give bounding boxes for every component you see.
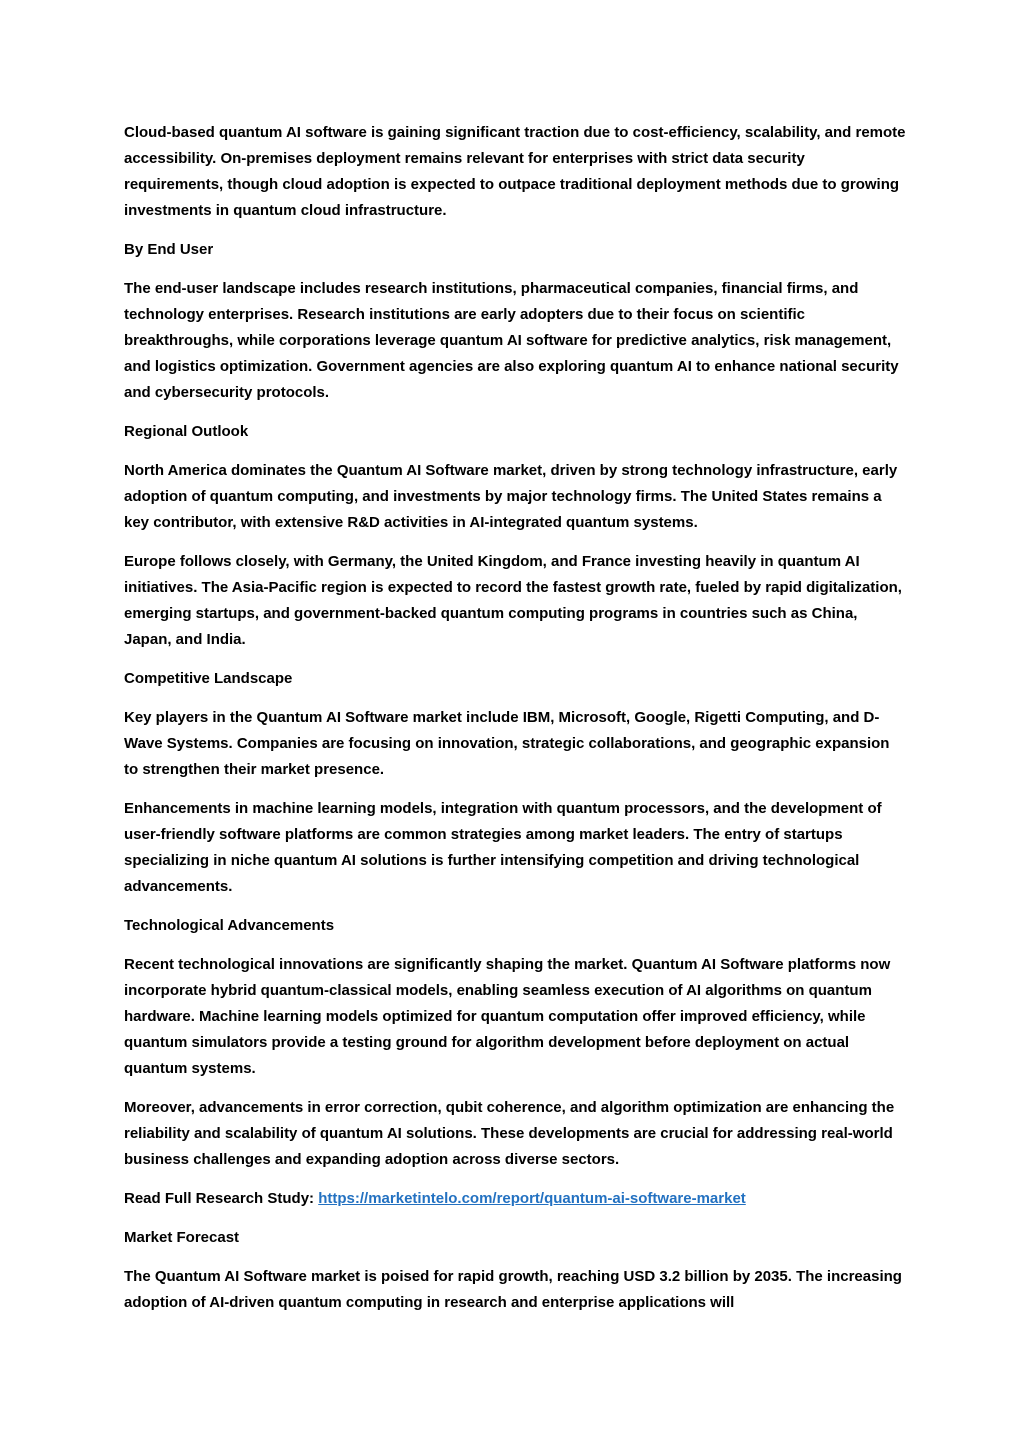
paragraph-europe-asia-pacific: Europe follows closely, with Germany, the United Kingdom, and France investing heavily in quantum AI initiatives. The Asia-Pacific region is expected to record the fastest growth rate, fueled by rapid digitalization, emerging startups, and government-backed quantum computing programs in countries such as China, Japan, and India. — [124, 553, 902, 648]
section-heading-regional-outlook: Regional Outlook — [124, 423, 249, 440]
link-label: Read Full Research Study: — [124, 1190, 319, 1207]
paragraph-key-players: Key players in the Quantum AI Software market include IBM, Microsoft, Google, Rigetti Computing, and D-Wave Systems. Companies are focusing on innovation, strategic collaborations, and geographic expansion to strengthen their market presence. — [124, 709, 890, 778]
paragraph-cloud-deployment: Cloud-based quantum AI software is gaining significant traction due to cost-efficiency, scalability, and remote accessibility. On-premises deployment remains relevant for enterprises with strict data security requirements, though cloud adoption is expected to outpace traditional deployment methods due to growing investments in quantum cloud infrastructure. — [124, 124, 906, 219]
document-body — [124, 120, 906, 1329]
research-study-link[interactable]: https://marketintelo.com/report/quantum-ai-software-market — [318, 1190, 746, 1207]
section-heading-market-forecast: Market Forecast — [124, 1229, 240, 1246]
section-heading-technological-advancements: Technological Advancements — [124, 917, 335, 934]
section-heading-by-end-user: By End User — [124, 241, 214, 258]
link-paragraph — [124, 1186, 906, 1212]
section-heading-competitive-landscape: Competitive Landscape — [124, 670, 293, 687]
paragraph-north-america: North America dominates the Quantum AI Software market, driven by strong technology infrastructure, early adoption of quantum computing, and investments by major technology firms. The United States remains a key contributor, with extensive R&D activities in AI-integrated quantum systems. — [124, 462, 898, 531]
paragraph-end-user-landscape: The end-user landscape includes research institutions, pharmaceutical companies, financial firms, and technology enterprises. Research institutions are early adopters due to their focus on scientific breakthroughs, while corporations leverage quantum AI software for predictive analytics, risk management, and logistics optimization. Government agencies are also exploring quantum AI to enhance national security and cybersecurity protocols. — [124, 280, 899, 401]
paragraph-recent-innovations: Recent technological innovations are significantly shaping the market. Quantum AI Software platforms now incorporate hybrid quantum-classical models, enabling seamless execution of AI algorithms on quantum hardware. Machine learning models optimized for quantum computation offer improved efficiency, while quantum simulators provide a testing ground for algorithm development before deployment on actual quantum systems. — [124, 956, 891, 1077]
paragraph-error-correction: Moreover, advancements in error correction, qubit coherence, and algorithm optimization are enhancing the reliability and scalability of quantum AI solutions. These developments are crucial for addressing real-world business challenges and expanding adoption across diverse sectors. — [124, 1099, 895, 1168]
paragraph-enhancements: Enhancements in machine learning models, integration with quantum processors, and the development of user-friendly software platforms are common strategies among market leaders. The entry of startups specializing in niche quantum AI solutions is further intensifying competition and driving technological advancements. — [124, 800, 882, 895]
paragraph-market-forecast: The Quantum AI Software market is poised for rapid growth, reaching USD 3.2 billion by 2035. The increasing adoption of AI-driven quantum computing in research and enterprise applications will — [124, 1268, 902, 1311]
